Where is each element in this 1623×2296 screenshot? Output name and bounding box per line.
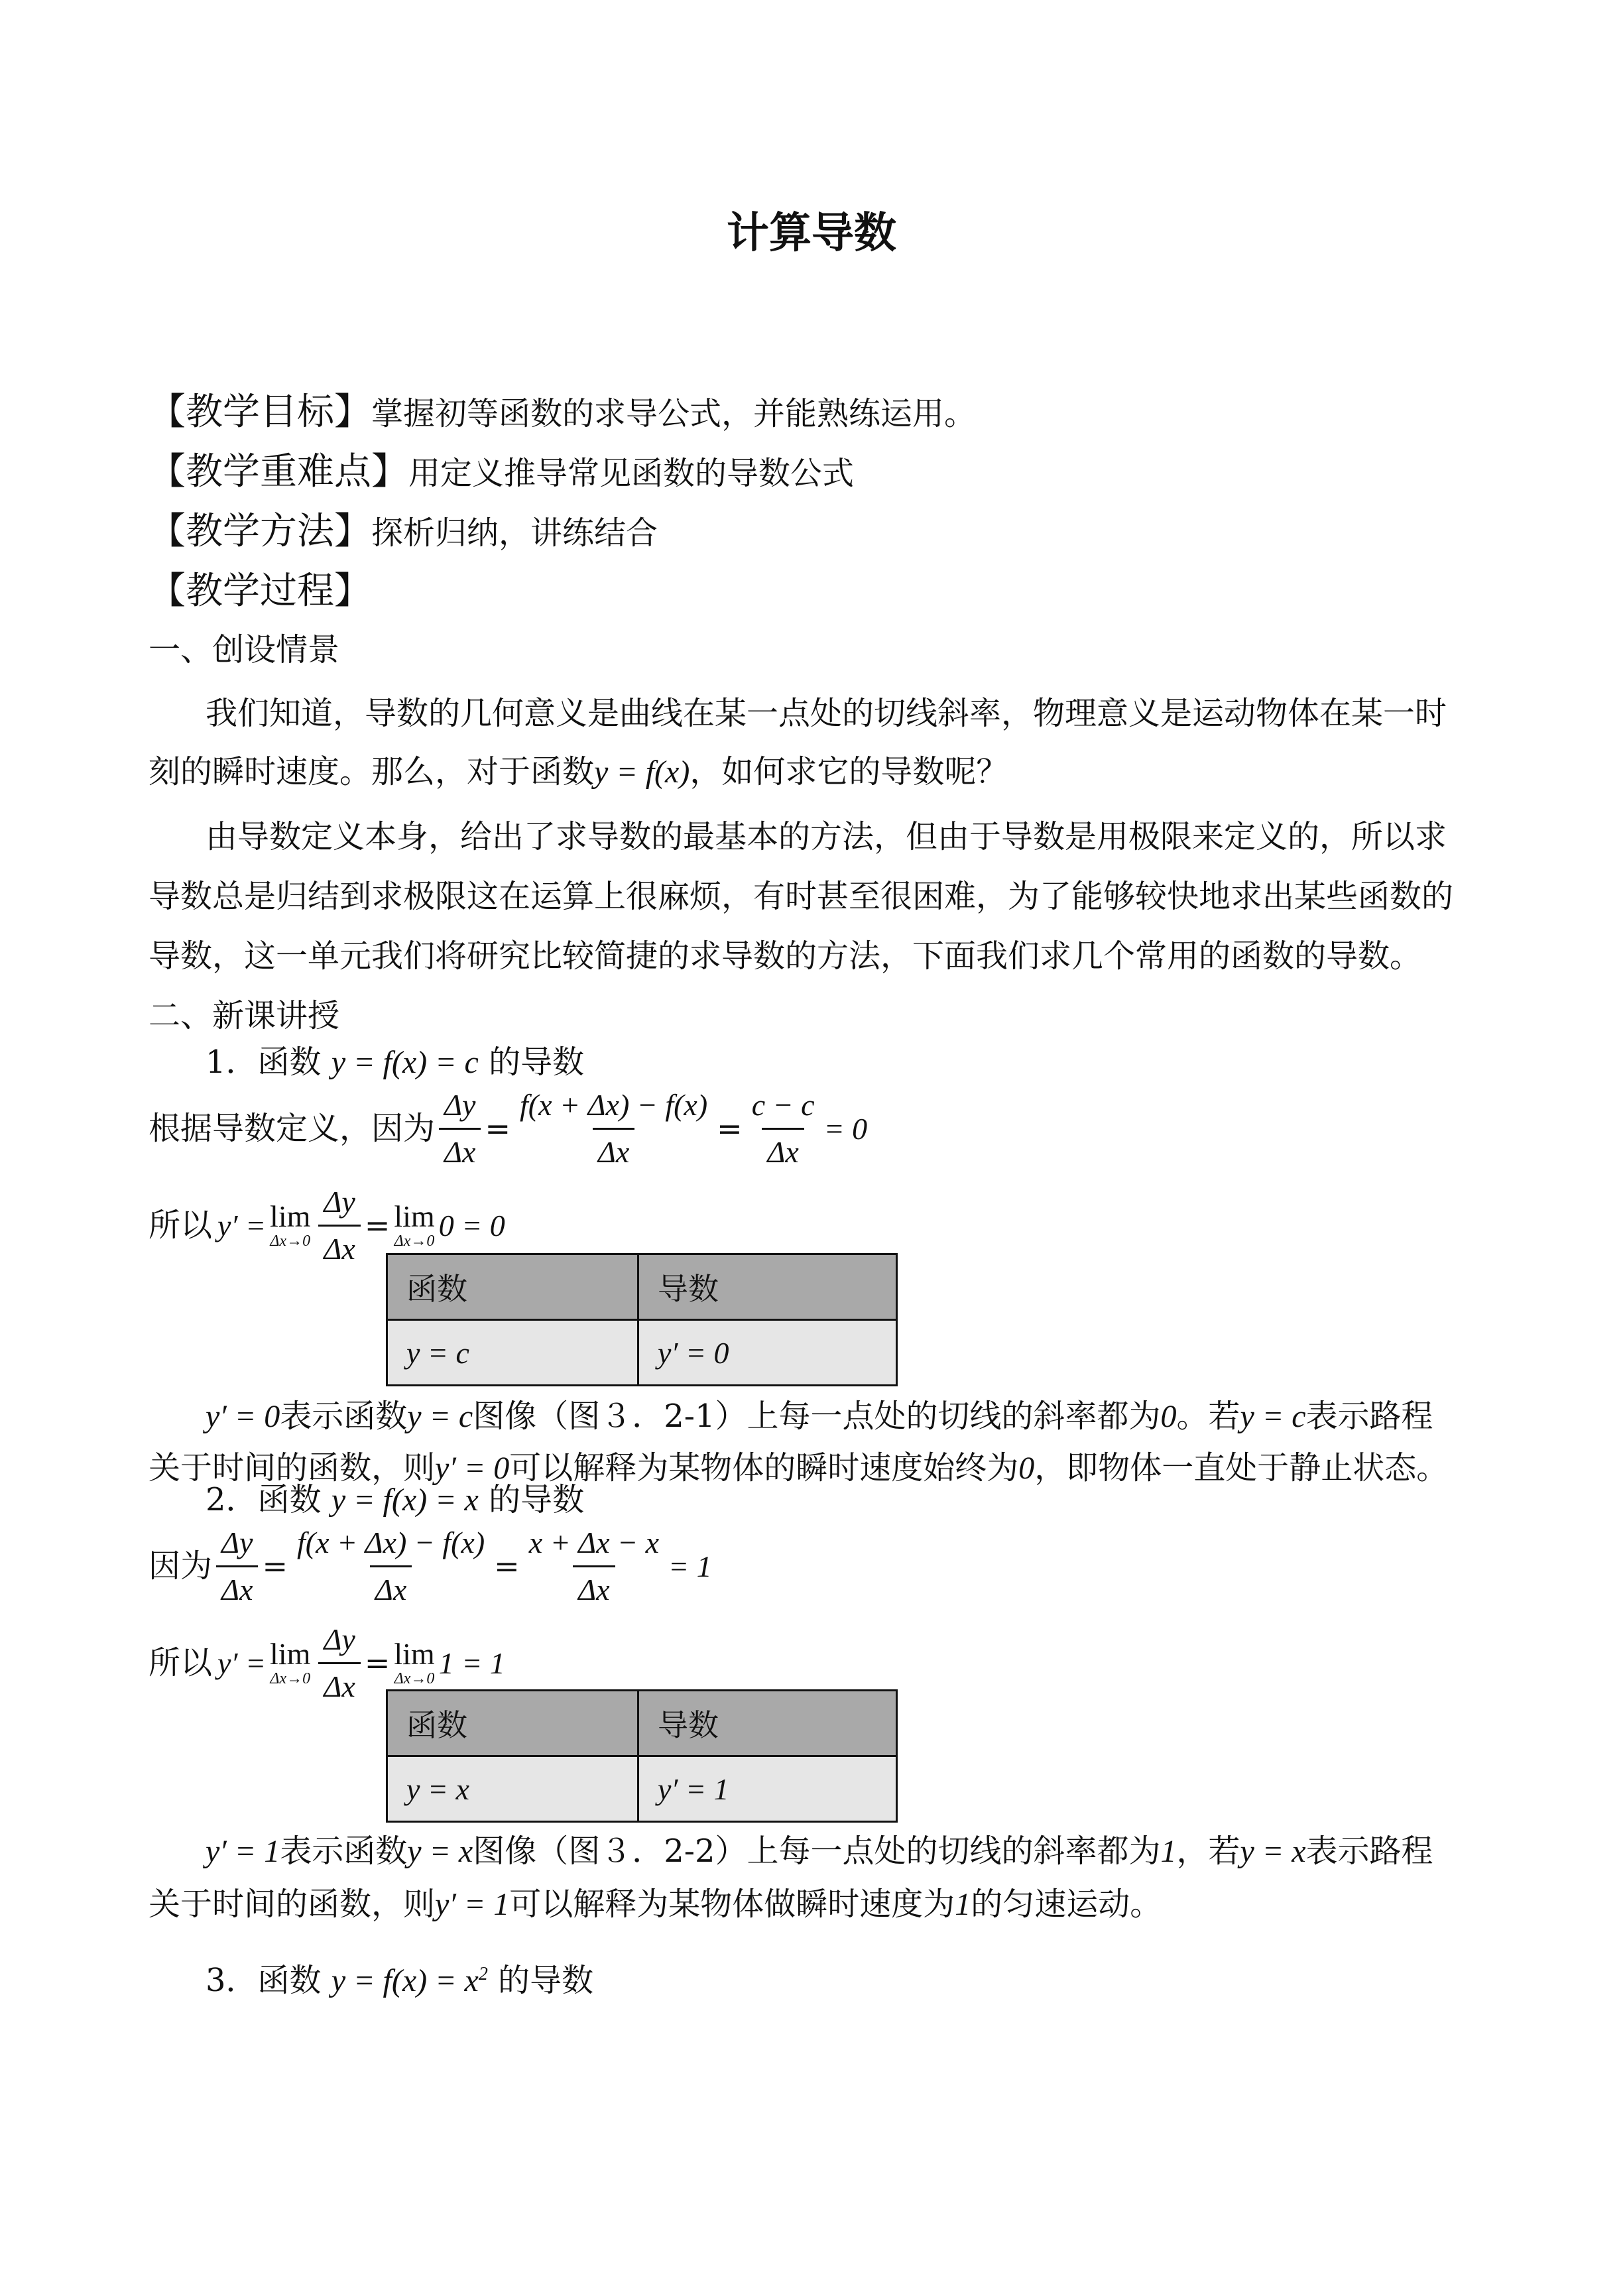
derivative-quotient: 根据导数定义，因为 $\frac{\Delta y}{\Delta x}$ = $\frac{f(x + \Delta x) - f(x)}{\Delta x}$ = $\frac{c - c}{\Delta x}$ = 0 — [149, 1087, 868, 1169]
section-heading: 一、创设情景 — [149, 631, 340, 668]
note-line: 关于时间的函数，则y′ = 1可以解释为某物体做瞬时速度为1的匀速运动。 — [149, 1886, 1162, 1923]
note-line: y′ = 0表示函数y = c图像（图３．2-1）上每一点处的切线的斜率都为0。若y = c表示路程 — [206, 1398, 1433, 1435]
math-inline: y = f(x) = x — [331, 1963, 479, 1998]
superscript: 2 — [478, 1964, 488, 1984]
goal-row-2 — [149, 450, 854, 495]
derivative-table — [386, 1253, 898, 1386]
table-cell: y = x — [387, 1756, 638, 1822]
limit-formula: 所以 y′ = lim Δx→0 $\frac{\Delta y}{\Delta x}$ = lim Δx→0 0 = 0 — [149, 1184, 505, 1266]
section-heading: 二、新课讲授 — [149, 997, 340, 1034]
fraction: $\frac{f(x + \Delta x) - f(x)}{\Delta x}$ — [296, 1525, 485, 1606]
note-line: y′ = 1表示函数y = x图像（图３．2-2）上每一点处的切线的斜率都为1，若y = x表示路程 — [206, 1833, 1433, 1870]
goal-label: 【教学目标】 — [149, 391, 371, 434]
math-inline: y = f(x) = x — [331, 1482, 479, 1518]
table-cell: y′ = 0 — [638, 1320, 897, 1386]
item-heading: 1．函数 y = f(x) = c 的导数 — [206, 1044, 585, 1081]
fraction: $\frac{\Delta y}{\Delta x}$ — [216, 1526, 258, 1607]
fraction: $\frac{x + \Delta x - x}{\Delta x}$ — [528, 1525, 660, 1606]
math-inline: y = f(x) — [594, 755, 690, 790]
table-header: 导数 — [638, 1691, 897, 1756]
goal-text: 探析归纳，讲练结合 — [371, 514, 658, 552]
fraction: $\frac{c - c}{\Delta x}$ — [751, 1087, 815, 1169]
goal-row-1 — [149, 390, 976, 435]
goal-label: 【教学过程】 — [149, 570, 371, 613]
item-heading: 3．函数 $y = f(x) = x^2$ 的导数 — [206, 1962, 594, 1999]
paragraph-line: 导数总是归结到求极限这在运算上很麻烦，有时甚至很困难，为了能够较快地求出某些函数的 — [149, 878, 1454, 915]
fraction: $\frac{f(x + \Delta x) - f(x)}{\Delta x}$ — [519, 1087, 708, 1169]
goal-row-4 — [149, 569, 371, 614]
page-title: 计算导数 — [727, 208, 896, 258]
table-header: 导数 — [638, 1254, 897, 1320]
paragraph-line: 我们知道，导数的几何意义是曲线在某一点处的切线斜率，物理意义是运动物体在某一时 — [206, 695, 1447, 732]
derivative-quotient: 因为 $\frac{\Delta y}{\Delta x}$ = $\frac{f(x + \Delta x) - f(x)}{\Delta x}$ = $\frac{x + \Delta x - x}{\Delta x}$ = 1 — [149, 1525, 712, 1606]
paragraph-line: 导数，这一单元我们将研究比较简捷的求导数的方法，下面我们求几个常用的函数的导数。 — [149, 937, 1422, 975]
table-cell: y = c — [387, 1320, 638, 1386]
paragraph-line: 刻的瞬时速度。那么，对于函数y = f(x)，如何求它的导数呢？ — [149, 753, 1008, 790]
math-inline: y = f(x) = c — [331, 1045, 479, 1080]
table-cell: y′ = 1 — [638, 1756, 897, 1822]
paragraph-line: 由导数定义本身，给出了求导数的最基本的方法，但由于导数是用极限来定义的，所以求 — [206, 818, 1447, 855]
fraction: $\frac{\Delta y}{\Delta x}$ — [318, 1185, 360, 1266]
item-heading: 2．函数 y = f(x) = x 的导数 — [206, 1481, 585, 1518]
table-header: 函数 — [387, 1691, 638, 1756]
goal-text: 掌握初等函数的求导公式，并能熟练运用。 — [371, 395, 977, 432]
goal-label: 【教学方法】 — [149, 510, 371, 553]
fraction: $\frac{\Delta y}{\Delta x}$ — [318, 1622, 360, 1704]
limit-formula: 所以 y′ = lim Δx→0 $\frac{\Delta y}{\Delta x}$ = lim Δx→0 1 = 1 — [149, 1622, 505, 1703]
goal-row-3 — [149, 509, 658, 554]
derivative-table — [386, 1689, 898, 1823]
note-line: 关于时间的函数，则y′ = 0可以解释为某物体的瞬时速度始终为0，即物体一直处于静止状态。 — [149, 1449, 1449, 1486]
fraction: $\frac{\Delta y}{\Delta x}$ — [439, 1088, 481, 1170]
table-header: 函数 — [387, 1254, 638, 1320]
goal-text: 用定义推导常见函数的导数公式 — [408, 455, 855, 492]
goal-label: 【教学重难点】 — [149, 450, 408, 493]
